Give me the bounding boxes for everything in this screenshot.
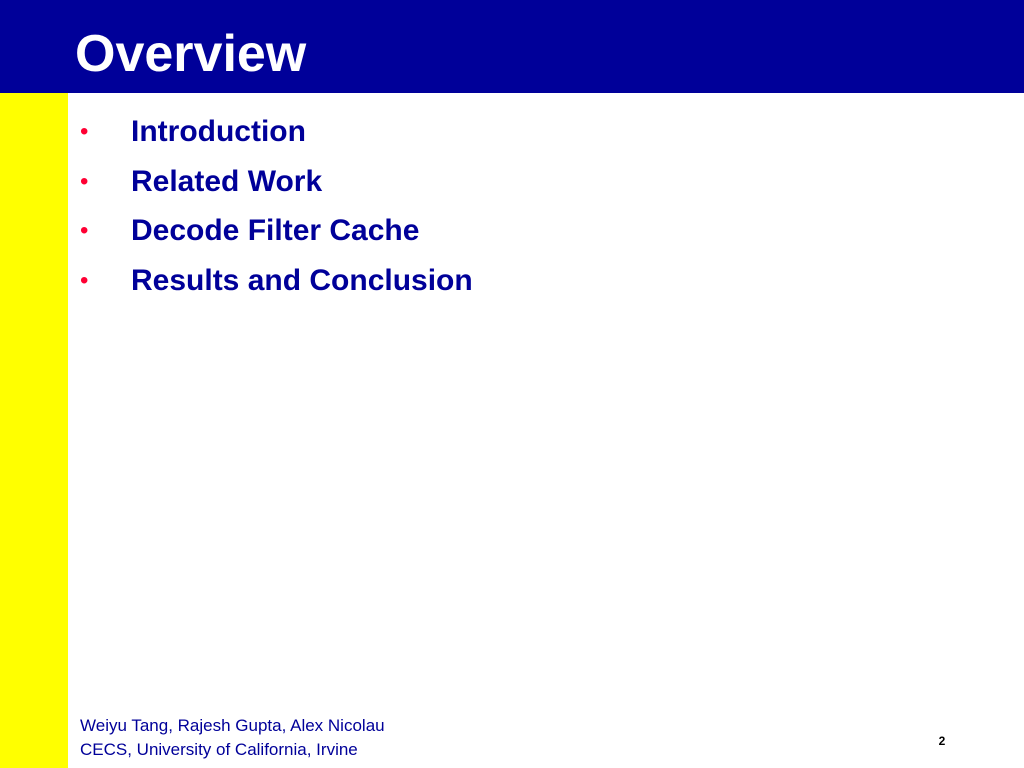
bullet-text: Results and Conclusion (131, 263, 473, 297)
bullet-text: Introduction (131, 115, 306, 148)
bullet-text: Decode Filter Cache (131, 214, 420, 247)
bullet-text: Related Work (131, 164, 323, 198)
page-number: 2 (938, 734, 946, 748)
slide-title: Overview (75, 25, 307, 83)
bullet-dot-icon: • (80, 167, 89, 195)
bullet-dot-icon: • (80, 118, 89, 145)
footer-authors: Weiyu Tang, Rajesh Gupta, Alex Nicolau (80, 716, 385, 735)
side-accent-bar (0, 93, 68, 768)
bullet-dot-icon: • (80, 266, 89, 294)
bullet-dot-icon: • (80, 217, 89, 244)
slide-footer (80, 714, 385, 762)
footer-affiliation: CECS, University of California, Irvine (80, 740, 358, 759)
